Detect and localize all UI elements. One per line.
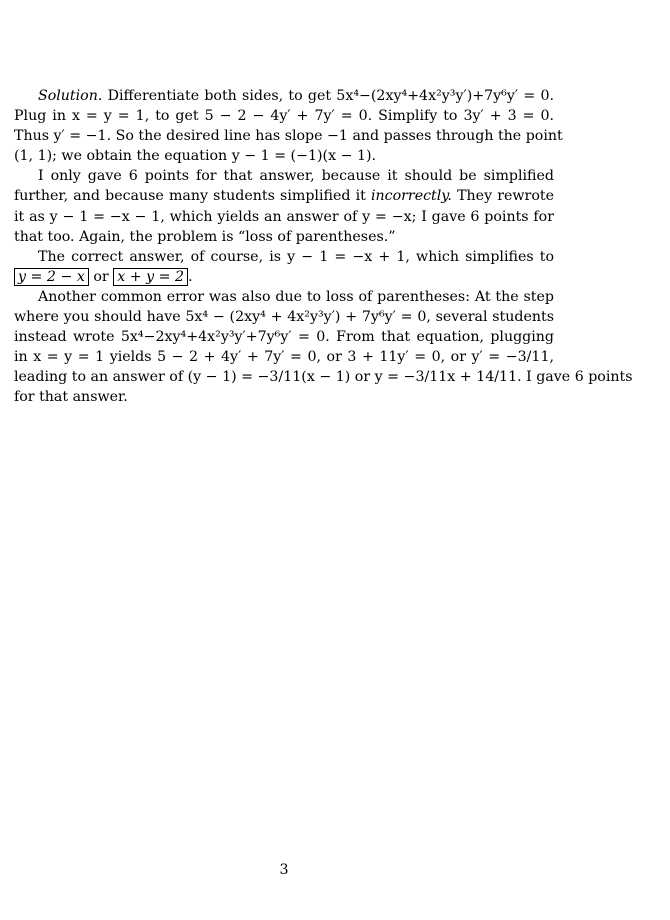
text-line: in x = y = 1 yields 5 − 2 + 4y′ + 7y′ = 0, or 3 + 11y′ = 0, or y′ = −3/11,: [14, 349, 554, 366]
paragraph-3: [14, 247, 554, 287]
paragraph-4: [14, 287, 633, 408]
emphasis-incorrectly: incorrectly.: [370, 188, 452, 205]
boxed-answer-1: y = 2 − x: [14, 268, 89, 286]
text-line: (1, 1); we obtain the equation y − 1 = (−1)(x − 1).: [14, 148, 377, 165]
solution-text: [14, 86, 633, 408]
text-line: The correct answer, of course, is y − 1 = −x + 1, which simplifies to: [38, 248, 554, 265]
text-line: I only gave 6 points for that answer, because it should be simplified: [38, 168, 554, 185]
text-line: where you should have 5x⁴ − (2xy⁴ + 4x²y³y′) + 7y⁶y′ = 0, several students: [14, 309, 554, 326]
text-line: it as y − 1 = −x − 1, which yields an answer of y = −x; I gave 6 points for: [14, 208, 554, 225]
text-line: Plug in x = y = 1, to get 5 − 2 − 4y′ + 7y′ = 0. Simplify to 3y′ + 3 = 0.: [14, 108, 554, 125]
text-line: that too. Again, the problem is “loss of parentheses.”: [14, 228, 396, 245]
text-line: for that answer.: [14, 389, 128, 406]
text-line: Another common error was also due to loss of parentheses: At the step: [38, 288, 554, 305]
page-number: 3: [279, 862, 289, 878]
text-line: further, and because many students simplified it incorrectly. They rewrote: [14, 188, 554, 205]
text-line: leading to an answer of (y − 1) = −3/11(x − 1) or y = −3/11x + 14/11. I gave 6 points: [14, 369, 633, 386]
boxed-answer-2: x + y = 2: [113, 268, 188, 286]
text-line: Solution. Differentiate both sides, to get 5x⁴−(2xy⁴+4x²y³y′)+7y⁶y′ = 0.: [38, 88, 554, 104]
text-line: instead wrote 5x⁴−2xy⁴+4x²y³y′+7y⁶y′ = 0. From that equation, plugging: [14, 329, 554, 346]
text-line: Thus y′ = −1. So the desired line has slope −1 and passes through the point: [14, 128, 563, 145]
solution-label: Solution.: [38, 88, 103, 104]
paragraph-1: [14, 86, 563, 166]
paragraph-2: [14, 166, 554, 246]
text-line: y = 2 − x or x + y = 2 .: [14, 267, 554, 287]
